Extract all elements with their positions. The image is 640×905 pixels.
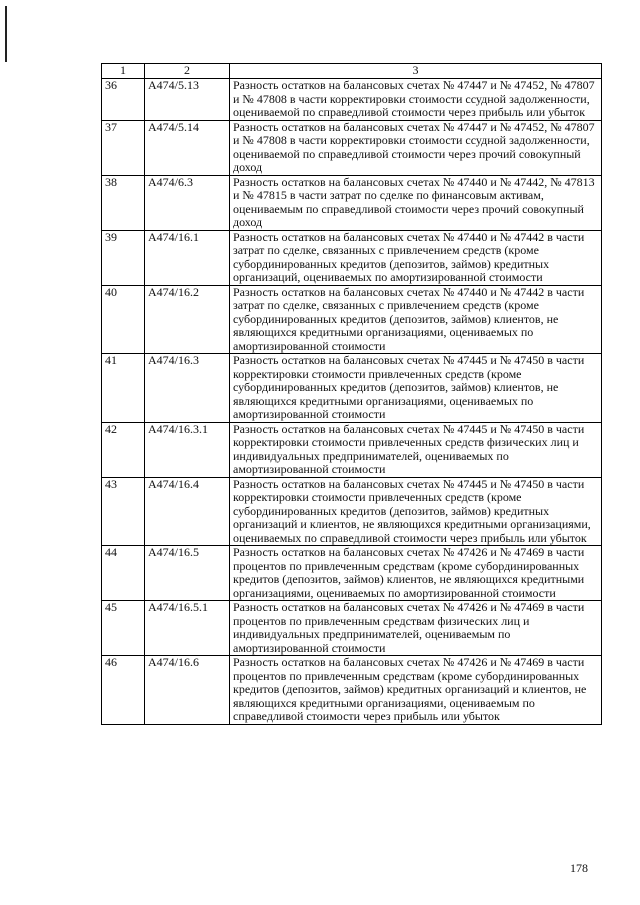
table-row	[102, 656, 602, 725]
table-row	[102, 354, 602, 423]
row-code: А474/5.14	[145, 120, 230, 175]
row-description: Разность остатков на балансовых счетах № 47426 и № 47469 в части процентов по привлеченным средствам (кроме субординированных кредитов (депозитов, займов) клиентов, не являющихся кредитными организациями, оцениваемых по амортизированной стоимости	[230, 546, 602, 601]
table-row	[102, 120, 602, 175]
row-code: А474/16.6	[145, 656, 230, 725]
row-number: 39	[102, 230, 145, 285]
header-col-1: 1	[102, 64, 145, 79]
row-number: 38	[102, 175, 145, 230]
row-description: Разность остатков на балансовых счетах № 47440 и № 47442, № 47813 и № 47815 в части затрат по сделке по финансовым активам, оцениваемым по справедливой стоимости через прочий совокупный доход	[230, 175, 602, 230]
page-number: 178	[570, 861, 588, 875]
row-description: Разность остатков на балансовых счетах № 47445 и № 47450 в части корректировки стоимости привлеченных средств физических лиц и индивидуальных предпринимателей, оцениваемых по амортизированной стоимости	[230, 422, 602, 477]
row-number: 36	[102, 79, 145, 121]
margin-line	[5, 6, 7, 62]
row-number: 43	[102, 477, 145, 546]
row-number: 45	[102, 601, 145, 656]
row-code: А474/5.13	[145, 79, 230, 121]
table-row	[102, 79, 602, 121]
table-header-row	[102, 64, 602, 79]
row-description: Разность остатков на балансовых счетах № 47447 и № 47452, № 47807 и № 47808 в части корректировки стоимости ссудной задолженности, оцениваемой по справедливой стоимости через прочий совокупный доход	[230, 120, 602, 175]
row-description: Разность остатков на балансовых счетах № 47447 и № 47452, № 47807 и № 47808 в части корректировки стоимости ссудной задолженности, оцениваемой по справедливой стоимости через прибыль или убыток	[230, 79, 602, 121]
row-description: Разность остатков на балансовых счетах № 47445 и № 47450 в части корректировки стоимости привлеченных средств (кроме субординированных кредитов (депозитов, займов) кредитных организаций и клиентов, не являющихся кредитными организациями, оцениваемых по справедливой стоимости через прибыль или убыток	[230, 477, 602, 546]
row-code: А474/6.3	[145, 175, 230, 230]
row-number: 41	[102, 354, 145, 423]
table-body	[102, 79, 602, 725]
row-number: 44	[102, 546, 145, 601]
row-code: А474/16.4	[145, 477, 230, 546]
table-row	[102, 230, 602, 285]
row-description: Разность остатков на балансовых счетах № 47426 и № 47469 в части процентов по привлеченным средствам (кроме субординированных кредитов (депозитов, займов) кредитных организаций и клиентов, не являющихся кредитными организациями, оцениваемым по справедливой стоимости через прибыль или убыток	[230, 656, 602, 725]
table-row	[102, 175, 602, 230]
row-description: Разность остатков на балансовых счетах № 47426 и № 47469 в части процентов по привлеченным средствам физических лиц и индивидуальных предпринимателей, оцениваемым по амортизированной стоимости	[230, 601, 602, 656]
row-code: А474/16.2	[145, 285, 230, 354]
table-row	[102, 422, 602, 477]
table-row	[102, 477, 602, 546]
row-description: Разность остатков на балансовых счетах № 47445 и № 47450 в части корректировки стоимости привлеченных средств (кроме субординированных кредитов (депозитов, займов) клиентов, не являющихся кредитными организациями, оцениваемых по амортизированной стоимости	[230, 354, 602, 423]
row-code: А474/16.3.1	[145, 422, 230, 477]
row-code: А474/16.3	[145, 354, 230, 423]
table-row	[102, 285, 602, 354]
row-number: 42	[102, 422, 145, 477]
row-description: Разность остатков на балансовых счетах № 47440 и № 47442 в части затрат по сделке, связанных с привлечением средств (кроме субординированных кредитов (депозитов, займов) клиентов, не являющихся кредитными организациями, оцениваемых по амортизированной стоимости	[230, 285, 602, 354]
table-row	[102, 546, 602, 601]
row-code: А474/16.5	[145, 546, 230, 601]
header-col-2: 2	[145, 64, 230, 79]
row-code: А474/16.1	[145, 230, 230, 285]
table-row	[102, 601, 602, 656]
row-description: Разность остатков на балансовых счетах № 47440 и № 47442 в части затрат по сделке, связанных с привлечением средств (кроме субординированных кредитов (депозитов, займов) кредитных организаций, оцениваемых по амортизированной стоимости	[230, 230, 602, 285]
row-number: 46	[102, 656, 145, 725]
row-number: 37	[102, 120, 145, 175]
accounts-table	[101, 63, 602, 725]
header-col-3: 3	[230, 64, 602, 79]
row-number: 40	[102, 285, 145, 354]
row-code: А474/16.5.1	[145, 601, 230, 656]
